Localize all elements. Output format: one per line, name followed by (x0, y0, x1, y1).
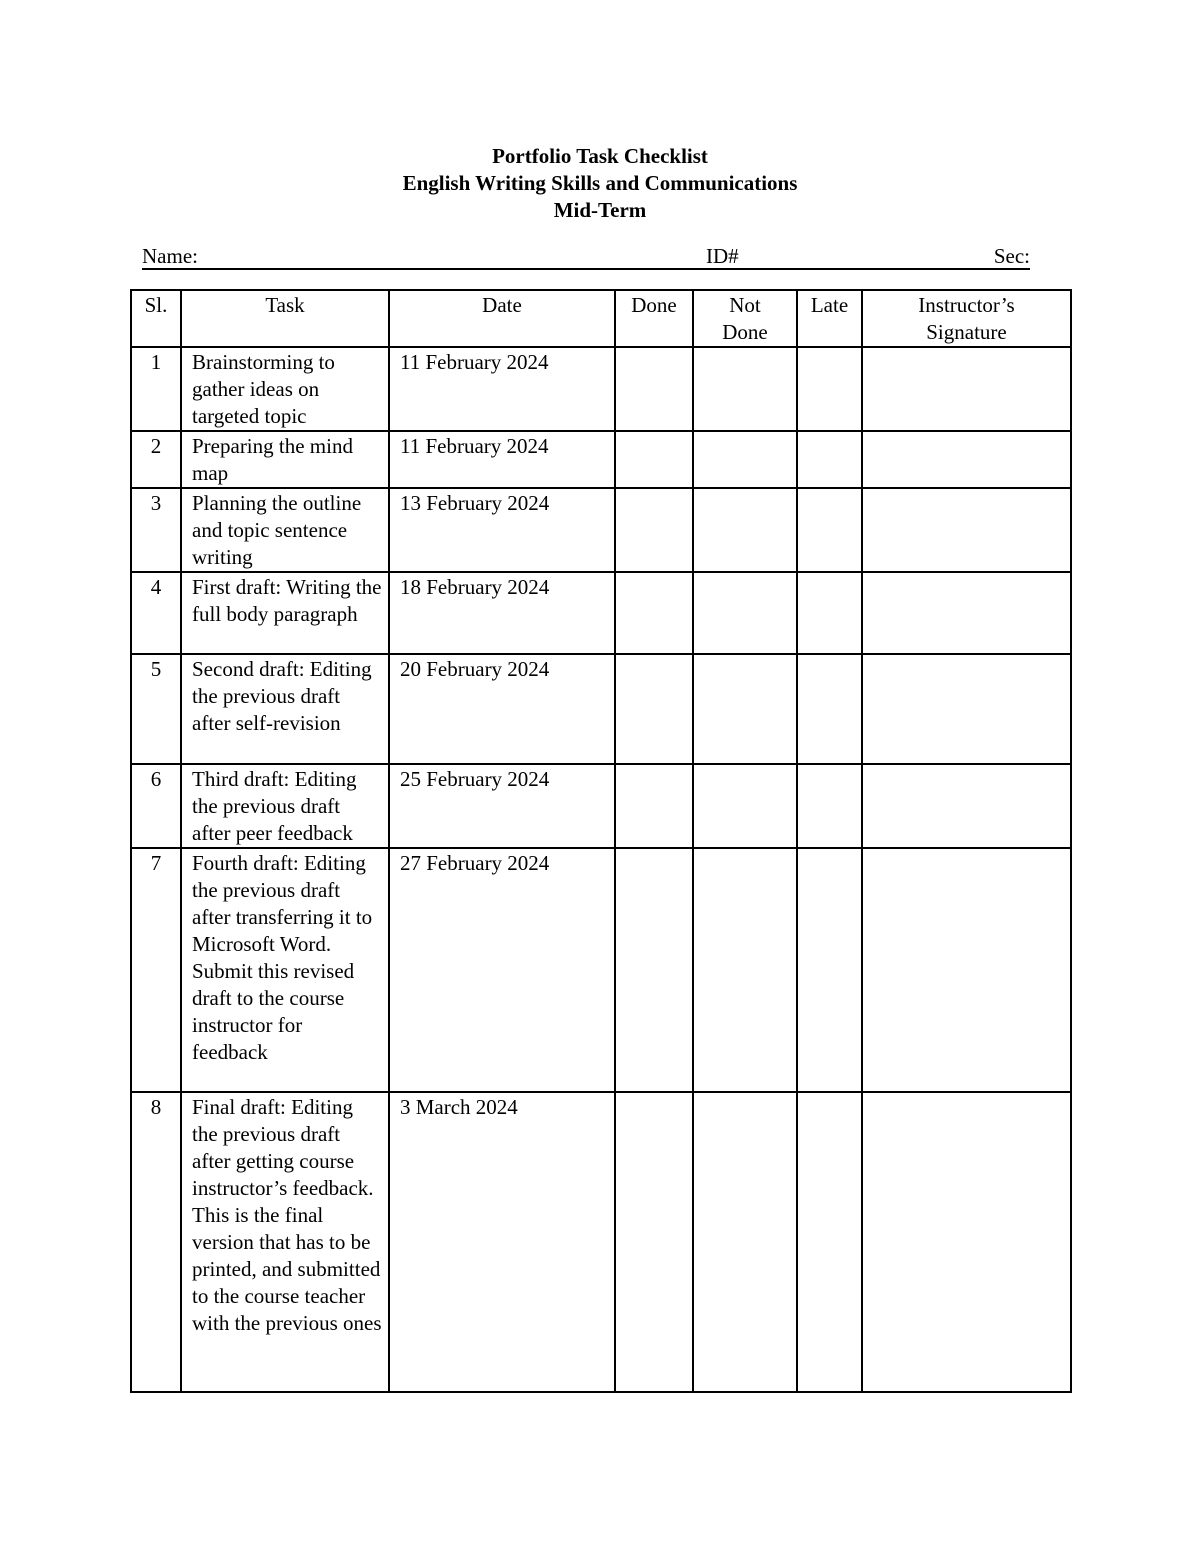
late-cell[interactable] (797, 764, 862, 848)
table-row (131, 848, 1071, 1092)
not-done-cell[interactable] (693, 848, 797, 1092)
task-cell: Preparing the mind map (181, 431, 389, 488)
table-row (131, 347, 1071, 431)
done-cell[interactable] (615, 347, 693, 431)
task-cell: Final draft: Editing the previous draft after getting course instructor’s feedback. This is the final version that has to be printed, and submitted to the course teacher with the previous ones (181, 1092, 389, 1392)
signature-cell[interactable] (862, 488, 1071, 572)
sl-cell: 3 (131, 488, 181, 572)
table-row (131, 488, 1071, 572)
task-cell: Second draft: Editing the previous draft after self-revision (181, 654, 389, 764)
late-cell[interactable] (797, 1092, 862, 1392)
done-cell[interactable] (615, 654, 693, 764)
date-cell: 3 March 2024 (389, 1092, 615, 1392)
document-title: Portfolio Task Checklist (492, 144, 708, 168)
header-not-done-line2: Done (722, 320, 768, 344)
date-cell: 18 February 2024 (389, 572, 615, 654)
header-late: Late (797, 290, 862, 347)
task-cell: Planning the outline and topic sentence writing (181, 488, 389, 572)
table-row (131, 431, 1071, 488)
done-cell[interactable] (615, 764, 693, 848)
late-cell[interactable] (797, 654, 862, 764)
late-cell[interactable] (797, 572, 862, 654)
late-cell[interactable] (797, 347, 862, 431)
signature-cell[interactable] (862, 347, 1071, 431)
late-cell[interactable] (797, 848, 862, 1092)
header-signature-line2: Signature (926, 320, 1007, 344)
task-cell: Fourth draft: Editing the previous draft after transferring it to Microsoft Word. Submit this revised draft to the course instructor for feedback (181, 848, 389, 1092)
table-row (131, 572, 1071, 654)
header-not-done (693, 290, 797, 347)
table-row (131, 764, 1071, 848)
not-done-cell[interactable] (693, 488, 797, 572)
table-row (131, 1092, 1071, 1392)
signature-cell[interactable] (862, 1092, 1071, 1392)
not-done-cell[interactable] (693, 431, 797, 488)
task-cell: Brainstorming to gather ideas on targeted topic (181, 347, 389, 431)
done-cell[interactable] (615, 848, 693, 1092)
not-done-cell[interactable] (693, 764, 797, 848)
not-done-cell[interactable] (693, 347, 797, 431)
table-row (131, 654, 1071, 764)
header-signature (862, 290, 1071, 347)
task-cell: Third draft: Editing the previous draft after peer feedback (181, 764, 389, 848)
header-sl: Sl. (131, 290, 181, 347)
done-cell[interactable] (615, 488, 693, 572)
section-label: Sec: (993, 244, 1030, 268)
date-cell: 25 February 2024 (389, 764, 615, 848)
sl-cell: 8 (131, 1092, 181, 1392)
course-name: English Writing Skills and Communications (402, 171, 798, 195)
sl-cell: 7 (131, 848, 181, 1092)
task-checklist-table (130, 289, 1072, 1393)
sl-cell: 4 (131, 572, 181, 654)
sl-cell: 5 (131, 654, 181, 764)
header-done: Done (615, 290, 693, 347)
date-cell: 20 February 2024 (389, 654, 615, 764)
student-info-line (142, 244, 1030, 270)
signature-cell[interactable] (862, 764, 1071, 848)
signature-cell[interactable] (862, 848, 1071, 1092)
name-label: Name: (142, 244, 198, 268)
not-done-cell[interactable] (693, 1092, 797, 1392)
done-cell[interactable] (615, 431, 693, 488)
date-cell: 27 February 2024 (389, 848, 615, 1092)
date-cell: 11 February 2024 (389, 431, 615, 488)
header-task: Task (181, 290, 389, 347)
sl-cell: 1 (131, 347, 181, 431)
header-not-done-line1: Not (729, 293, 761, 317)
late-cell[interactable] (797, 488, 862, 572)
not-done-cell[interactable] (693, 572, 797, 654)
table-header-row (131, 290, 1071, 347)
header-signature-line1: Instructor’s (918, 293, 1015, 317)
header-date: Date (389, 290, 615, 347)
date-cell: 11 February 2024 (389, 347, 615, 431)
done-cell[interactable] (615, 1092, 693, 1392)
date-cell: 13 February 2024 (389, 488, 615, 572)
not-done-cell[interactable] (693, 654, 797, 764)
done-cell[interactable] (615, 572, 693, 654)
task-cell: First draft: Writing the full body paragraph (181, 572, 389, 654)
sl-cell: 2 (131, 431, 181, 488)
signature-cell[interactable] (862, 572, 1071, 654)
term-name: Mid-Term (553, 198, 647, 222)
signature-cell[interactable] (862, 431, 1071, 488)
signature-cell[interactable] (862, 654, 1071, 764)
sl-cell: 6 (131, 764, 181, 848)
document-header (0, 143, 1200, 224)
late-cell[interactable] (797, 431, 862, 488)
id-label: ID# (706, 244, 739, 268)
